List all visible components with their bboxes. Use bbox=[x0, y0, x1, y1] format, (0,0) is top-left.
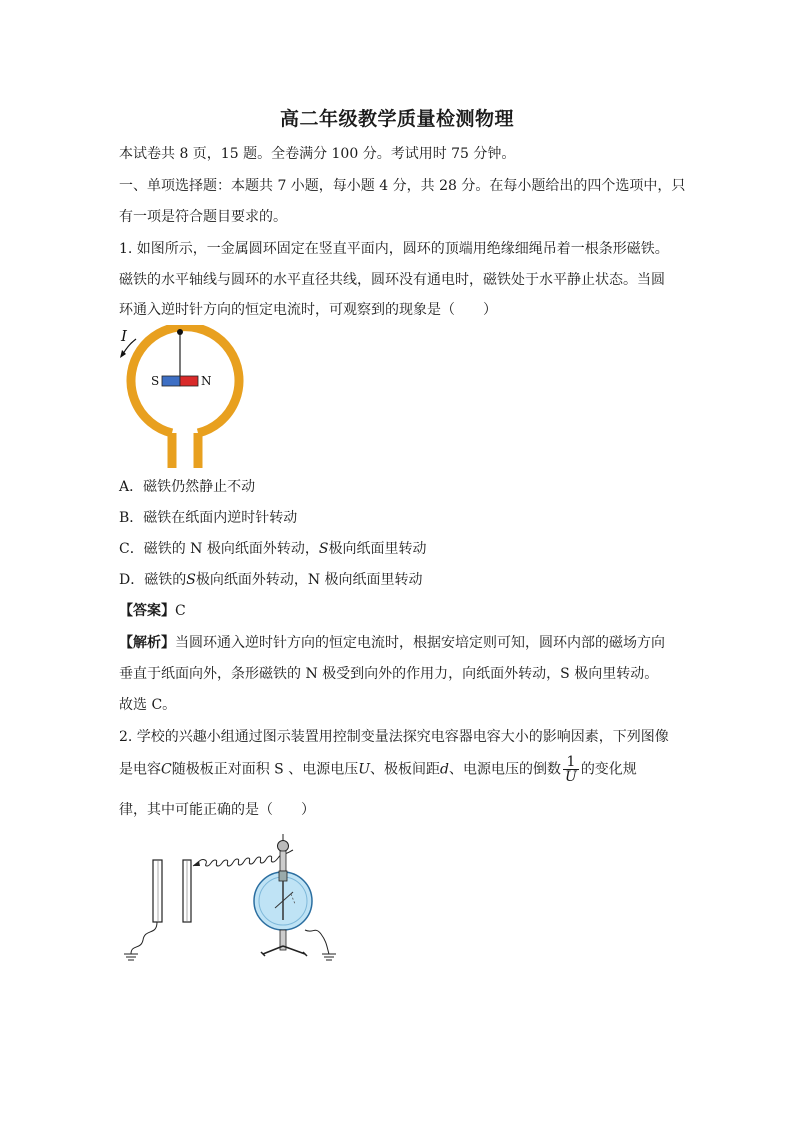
ground-symbol-right bbox=[322, 954, 336, 960]
q2-text-f: 的变化规 bbox=[580, 761, 637, 778]
current-label: I bbox=[121, 327, 127, 345]
section-heading-line1: 一、单项选择题：本题共 7 小题，每小题 4 分，共 28 分。在每小题给出的四个选项中，只 bbox=[119, 178, 686, 194]
q2-text-e: 、电源电压的倒数 bbox=[449, 761, 561, 778]
q1-analysis-line2: 垂直于纸面向外，条形磁铁的 N 极受到向外的作用力，向纸面外转动，S 极向里转动。 bbox=[119, 666, 659, 682]
q1-analysis-line1 bbox=[119, 633, 665, 653]
analysis-tag: 【解析】 bbox=[119, 635, 175, 651]
q2-symbol-u: U bbox=[358, 761, 371, 778]
answer-value: C bbox=[175, 603, 186, 619]
page-title: 高二年级教学质量检测物理 bbox=[279, 108, 514, 130]
section-heading-line2: 有一项是符合题目要求的。 bbox=[119, 209, 287, 225]
analysis-text-1: 当圆环通入逆时针方向的恒定电流时，根据安培定则可知，圆环内部的磁场方向 bbox=[175, 635, 665, 651]
q2-text-a: 是电容 bbox=[119, 761, 161, 778]
q1-option-d-post: 极向纸面外转动，N 极向纸面里转动 bbox=[195, 572, 423, 588]
magnet-n-pole bbox=[180, 376, 198, 386]
q1-analysis-line3: 故选 C。 bbox=[119, 697, 177, 713]
coiled-wire bbox=[193, 850, 293, 866]
electroscope-rod bbox=[280, 851, 286, 871]
q1-option-d-pre: D．磁铁的 bbox=[119, 572, 187, 588]
q1-ring-magnet-figure bbox=[110, 325, 250, 470]
magnet-s-label: S bbox=[151, 374, 160, 388]
q2-symbol-c: C bbox=[161, 761, 172, 778]
thread-pivot bbox=[177, 329, 183, 335]
q1-stem-line1: 1. 如图所示，一金属圆环固定在竖直平面内，圆环的顶端用绝缘细绳吊着一根条形磁铁。 bbox=[119, 241, 669, 257]
q1-stem-line2: 磁铁的水平轴线与圆环的水平直径共线，圆环没有通电时，磁铁处于水平静止状态。当圆 bbox=[119, 272, 665, 288]
magnet-n-label: N bbox=[201, 374, 212, 388]
q1-option-d-symbol: S bbox=[186, 572, 196, 588]
q1-option-c-symbol: S bbox=[318, 541, 329, 557]
q1-answer bbox=[119, 601, 186, 621]
electroscope-knob bbox=[278, 841, 289, 852]
q1-option-c-post: 极向纸面里转动 bbox=[328, 541, 427, 557]
fraction-numerator: 1 bbox=[563, 755, 579, 770]
q1-stem-line3: 环通入逆时针方向的恒定电流时，可观察到的现象是（ ） bbox=[119, 302, 497, 318]
ground-wire-left bbox=[131, 922, 157, 954]
capacitor-plate-left bbox=[153, 860, 162, 922]
q2-symbol-d: d bbox=[440, 761, 449, 778]
q2-text-c: 、极板间距 bbox=[370, 761, 441, 778]
q2-stem-line1: 2. 学校的兴趣小组通过图示装置用控制变量法探究电容器电容大小的影响因素，下列图像 bbox=[119, 729, 669, 745]
q1-option-c bbox=[119, 539, 426, 559]
q2-stem-line2 bbox=[119, 755, 637, 784]
magnet-s-pole bbox=[162, 376, 180, 386]
ground-wire-right bbox=[305, 930, 329, 954]
fraction-denominator: U bbox=[565, 769, 577, 785]
q1-option-c-pre: C．磁铁的 N 极向纸面外转动， bbox=[119, 541, 319, 557]
exam-intro: 本试卷共 8 页，15 题。全卷满分 100 分。考试用时 75 分钟。 bbox=[119, 146, 516, 162]
q2-text-b: 随极板正对面积 S 、电源电压 bbox=[171, 761, 359, 778]
answer-tag: 【答案】 bbox=[119, 603, 175, 619]
q1-option-a: A．磁铁仍然静止不动 bbox=[119, 479, 256, 495]
q1-option-d bbox=[119, 570, 423, 590]
q2-stem-line3: 律，其中可能正确的是（ ） bbox=[119, 802, 315, 818]
q2-fraction bbox=[563, 755, 579, 784]
ground-symbol-left bbox=[124, 954, 138, 960]
q1-option-b: B．磁铁在纸面内逆时针转动 bbox=[119, 510, 298, 526]
q2-capacitor-electroscope-figure bbox=[115, 828, 355, 968]
